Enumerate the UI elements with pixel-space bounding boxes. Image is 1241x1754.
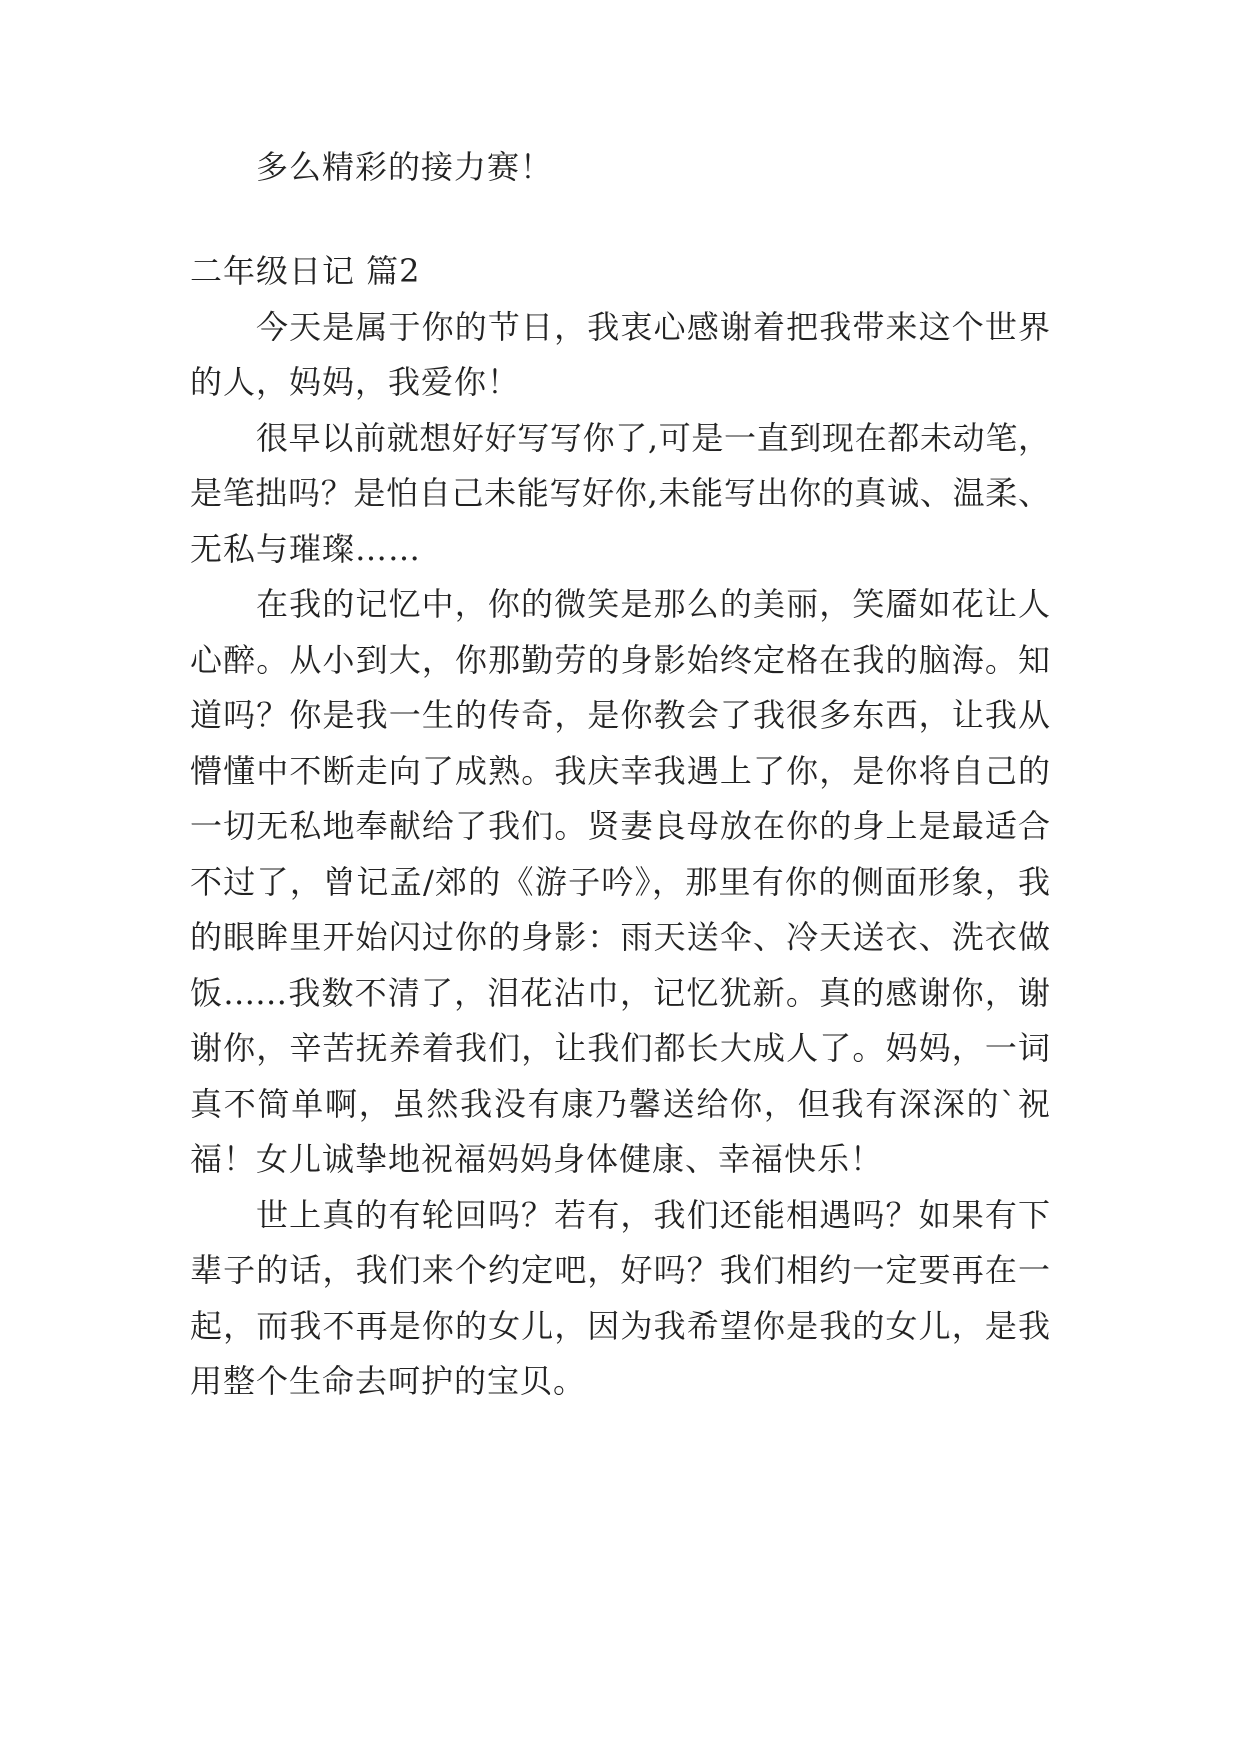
- paragraph-4-line-4: 用整个生命去呵护的宝贝。: [190, 1362, 587, 1400]
- paragraph-3-line-2: 心醉。从小到大，你那勤劳的身影始终定格在我的脑海。知: [190, 641, 1050, 679]
- paragraph-3-line-7: 的眼眸里开始闪过你的身影：雨天送伞、冷天送衣、洗衣做: [190, 918, 1050, 956]
- paragraph-4-line-3: 起，而我不再是你的女儿，因为我希望你是我的女儿，是我: [190, 1307, 1050, 1345]
- paragraph-1-line-2: 的人，妈妈，我爱你！: [190, 363, 521, 401]
- paragraph-1-line-1: 今天是属于你的节日，我衷心感谢着把我带来这个世界: [256, 308, 1050, 346]
- paragraph-2-line-3: 无私与璀璨……: [190, 530, 422, 568]
- paragraph-3-line-4: 懵懂中不断走向了成熟。我庆幸我遇上了你，是你将自己的: [190, 752, 1050, 790]
- paragraph-3-line-5: 一切无私地奉献给了我们。贤妻良母放在你的身上是最适合: [190, 807, 1050, 845]
- section-heading: 二年级日记 篇2: [190, 252, 421, 290]
- paragraph-3-line-8: 饭……我数不清了，泪花沾巾，记忆犹新。真的感谢你，谢: [190, 974, 1050, 1012]
- paragraph-3-line-11: 福！女儿诚挚地祝福妈妈身体健康、幸福快乐！: [190, 1140, 884, 1178]
- intro-line: 多么精彩的接力赛！: [256, 148, 554, 186]
- paragraph-2-line-2: 是笔拙吗？是怕自己未能写好你,未能写出你的真诚、温柔、: [190, 474, 1050, 512]
- paragraph-3-line-10: 真不简单啊，虽然我没有康乃馨送给你，但我有深深的`祝: [190, 1085, 1050, 1123]
- paragraph-4-line-1: 世上真的有轮回吗？若有，我们还能相遇吗？如果有下: [256, 1196, 1050, 1234]
- paragraph-3-line-3: 道吗？你是我一生的传奇，是你教会了我很多东西，让我从: [190, 696, 1050, 734]
- paragraph-3-line-1: 在我的记忆中，你的微笑是那么的美丽，笑靥如花让人: [256, 585, 1050, 623]
- paragraph-3-line-6: 不过了，曾记孟/郊的《游子吟》，那里有你的侧面形象，我: [190, 863, 1050, 901]
- paragraph-4-line-2: 辈子的话，我们来个约定吧，好吗？我们相约一定要再在一: [190, 1251, 1050, 1289]
- paragraph-3-line-9: 谢你，辛苦抚养着我们，让我们都长大成人了。妈妈，一词: [190, 1029, 1050, 1067]
- paragraph-2-line-1: 很早以前就想好好写写你了,可是一直到现在都未动笔，: [256, 419, 1050, 457]
- document-page: [190, 0, 1050, 1754]
